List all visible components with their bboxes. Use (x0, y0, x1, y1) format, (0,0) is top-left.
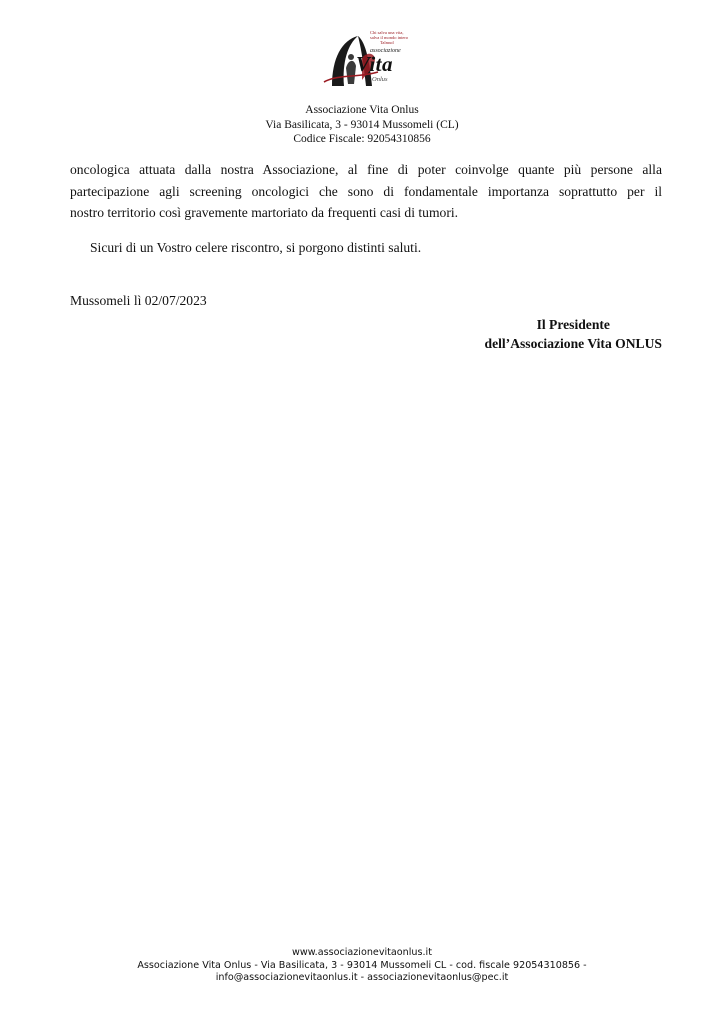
paragraph-line: oncologica attuata dalla nostra Associazione, al fine di poter coinvolge quante più persone alla (70, 162, 662, 177)
association-fiscal-code: Codice Fiscale: 92054310856 (293, 133, 431, 145)
logo-word-sub: Onlus (372, 76, 388, 83)
logo-word-main: Vita (356, 52, 394, 76)
signature-block (485, 315, 662, 353)
logo-tagline-line: Chi salva una vita, (370, 30, 404, 35)
association-name: Associazione Vita Onlus (305, 104, 419, 116)
logo-tagline-line: salva il mondo intero (370, 35, 409, 40)
footer (0, 947, 724, 985)
place-date: Mussomeli lì 02/07/2023 (70, 293, 207, 308)
body-paragraph (70, 159, 662, 224)
footer-address: Associazione Vita Onlus - Via Basilicata, 3 - 93014 Mussomeli CL - cod. fiscale 92054310856 - (137, 959, 587, 971)
signature-organization: dell’Associazione Vita ONLUS (484, 336, 662, 351)
signature-title: Il Presidente (536, 317, 610, 332)
logo-word-top: associazione (370, 48, 401, 54)
footer-website: www.associazionevitaonlus.it (292, 947, 432, 958)
closing-paragraph: Sicuri di un Vostro celere riscontro, si porgono distinti saluti. (90, 240, 422, 255)
letterhead (0, 103, 724, 147)
paragraph-line: nostro territorio così gravemente martoriato da frequenti casi di tumori. (70, 205, 459, 220)
paragraph-line: partecipazione agli screening oncologici che sono di fondamentale importanza soprattutto per il (70, 183, 662, 199)
association-address: Via Basilicata, 3 - 93014 Mussomeli (CL) (265, 118, 459, 131)
logo-tagline (370, 30, 408, 45)
footer-emails: info@associazionevitaonlus.it - associazionevitaonlus@pec.it (215, 972, 509, 983)
logo-tagline-line: Talmud (380, 40, 394, 45)
